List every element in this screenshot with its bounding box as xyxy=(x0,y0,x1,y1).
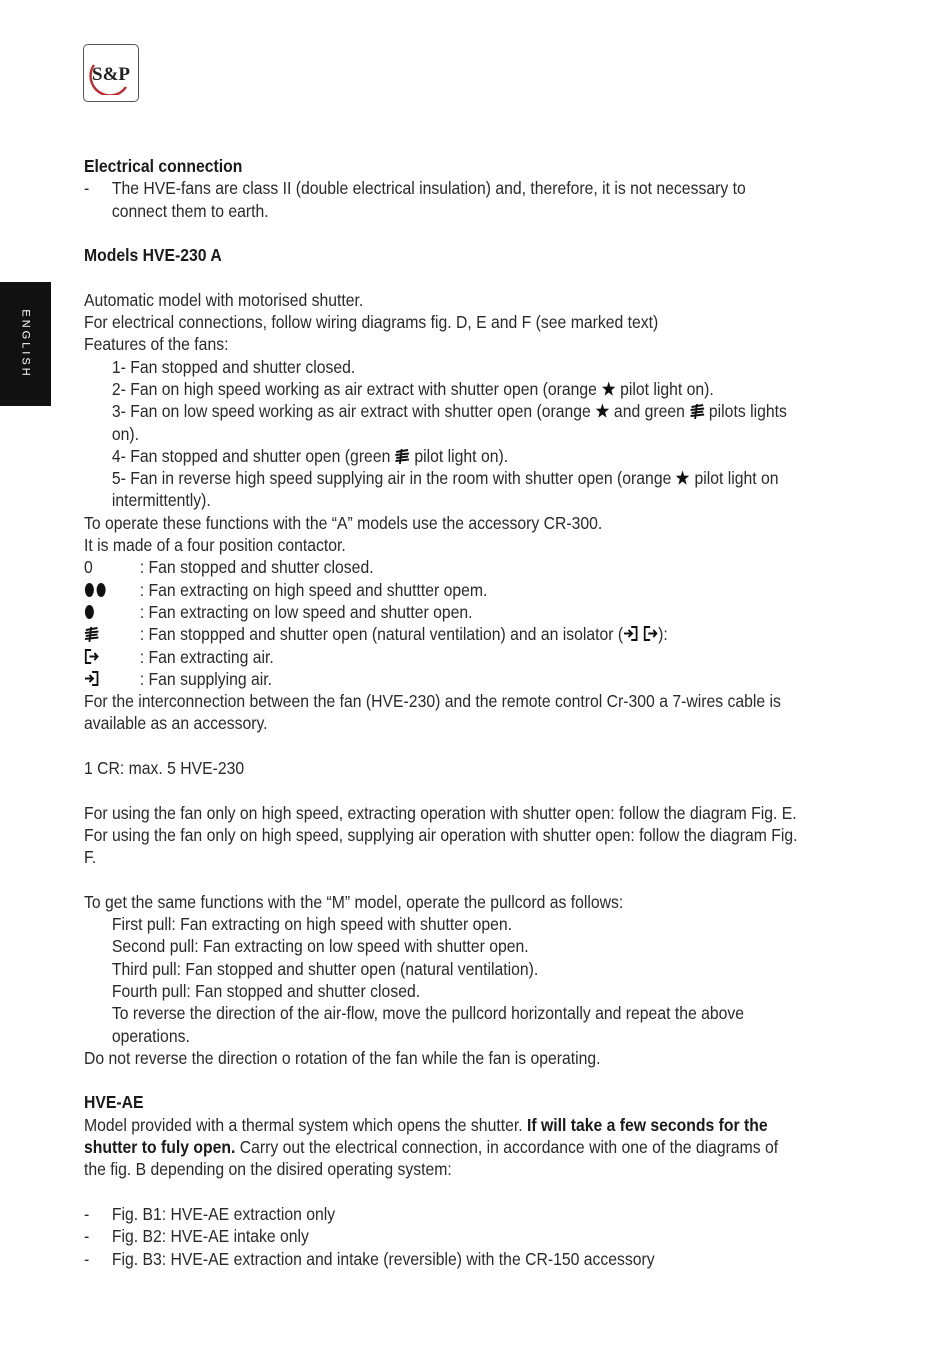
pull-item: To reverse the direction of the air-flow, move the pullcord horizontally and repeat the above operations. xyxy=(111,1003,745,1046)
position-row: : Fan extracting on high speed and shuttter opem. xyxy=(84,579,804,601)
pull-item: Second pull: Fan extracting on low speed with shutter open. xyxy=(111,936,529,957)
feature-item: 5- Fan in reverse high speed supplying air in the room with shutter open (orange pilot light on intermittently). xyxy=(111,468,779,511)
enter-icon xyxy=(623,625,638,642)
feature-item: 2- Fan on high speed working as air extract with shutter open (orange pilot light on). xyxy=(111,378,714,399)
double-dot-icon xyxy=(84,582,107,598)
heading-models: Models HVE-230 A xyxy=(84,245,222,266)
star-icon xyxy=(601,381,615,397)
paragraph: Features of the fans: xyxy=(84,334,229,355)
paragraph: For electrical connections, follow wiring diagrams fig. D, E and F (see marked text) xyxy=(84,312,659,333)
position-row: 0 : Fan stopped and shutter closed. xyxy=(84,557,374,578)
list-item: - Fig. B2: HVE-AE intake only xyxy=(84,1226,309,1247)
position-row: : Fan extracting on low speed and shutter open. xyxy=(84,601,804,623)
language-tab xyxy=(0,282,51,406)
pull-item: First pull: Fan extracting on high speed with shutter open. xyxy=(111,914,513,935)
heading-electrical: Electrical connection xyxy=(84,156,243,176)
vent-icon xyxy=(84,627,99,642)
language-tab-label: ENGLISH xyxy=(19,309,32,379)
feature-item: 1- Fan stopped and shutter closed. xyxy=(111,356,356,377)
exit-icon xyxy=(643,625,658,642)
paragraph: Automatic model with motorised shutter. xyxy=(84,289,364,310)
position-zero-label: 0 xyxy=(84,557,93,578)
paragraph: For using the fan only on high speed, supplying air operation with shutter open: follow the diagram Fig. F. xyxy=(84,824,798,868)
paragraph: Do not reverse the direction o rotation of the fan while the fan is operating. xyxy=(84,1047,601,1068)
document-body xyxy=(84,155,804,1270)
feature-item: 3- Fan on low speed working as air extract with shutter open (orange and green pilots lights on). xyxy=(111,401,787,444)
brand-logo xyxy=(83,44,139,102)
paragraph: It is made of a four position contactor. xyxy=(84,535,346,556)
position-row: : Fan stoppped and shutter open (natural ventilation) and an isolator ( ): xyxy=(84,623,804,645)
pull-item: Third pull: Fan stopped and shutter open (natural ventilation). xyxy=(111,958,539,979)
sp-logo-icon xyxy=(86,51,136,95)
svg-text:S&P: S&P xyxy=(92,64,130,85)
exit-icon xyxy=(84,648,99,665)
pull-item: Fourth pull: Fan stopped and shutter closed. xyxy=(111,980,421,1001)
paragraph: Model provided with a thermal system which opens the shutter. If will take a few seconds for the shutter to fuly open. Carry out the electrical connection, in accordance with one of the diagrams of the fig. B depending on the disired operating system: xyxy=(84,1114,779,1180)
enter-icon xyxy=(84,670,99,687)
position-row: : Fan extracting air. xyxy=(84,646,804,668)
vent-icon xyxy=(689,404,704,419)
list-item: - The HVE-fans are class II (double electrical insulation) and, therefore, it is not necessary to connect them to earth. xyxy=(84,178,746,221)
list-item: - Fig. B1: HVE-AE extraction only xyxy=(84,1203,336,1224)
heading-hve-ae: HVE-AE xyxy=(84,1092,144,1113)
list-item: - Fig. B3: HVE-AE extraction and intake (reversible) with the CR-150 accessory xyxy=(84,1248,655,1269)
paragraph: For using the fan only on high speed, extracting operation with shutter open: follow the diagram Fig. E. xyxy=(84,802,797,823)
star-icon xyxy=(676,470,690,486)
paragraph: For the interconnection between the fan (HVE-230) and the remote control Cr-300 a 7-wires cable is available as an accessory. xyxy=(84,691,781,734)
position-row: : Fan supplying air. xyxy=(84,668,804,690)
paragraph: 1 CR: max. 5 HVE-230 xyxy=(84,758,245,779)
dot-icon xyxy=(84,604,97,620)
paragraph: To operate these functions with the “A” models use the accessory CR-300. xyxy=(84,512,603,533)
star-icon xyxy=(595,403,609,419)
feature-item: 4- Fan stopped and shutter open (green pilot light on). xyxy=(111,445,509,466)
paragraph: To get the same functions with the “M” model, operate the pullcord as follows: xyxy=(84,891,624,912)
vent-icon xyxy=(395,449,410,464)
